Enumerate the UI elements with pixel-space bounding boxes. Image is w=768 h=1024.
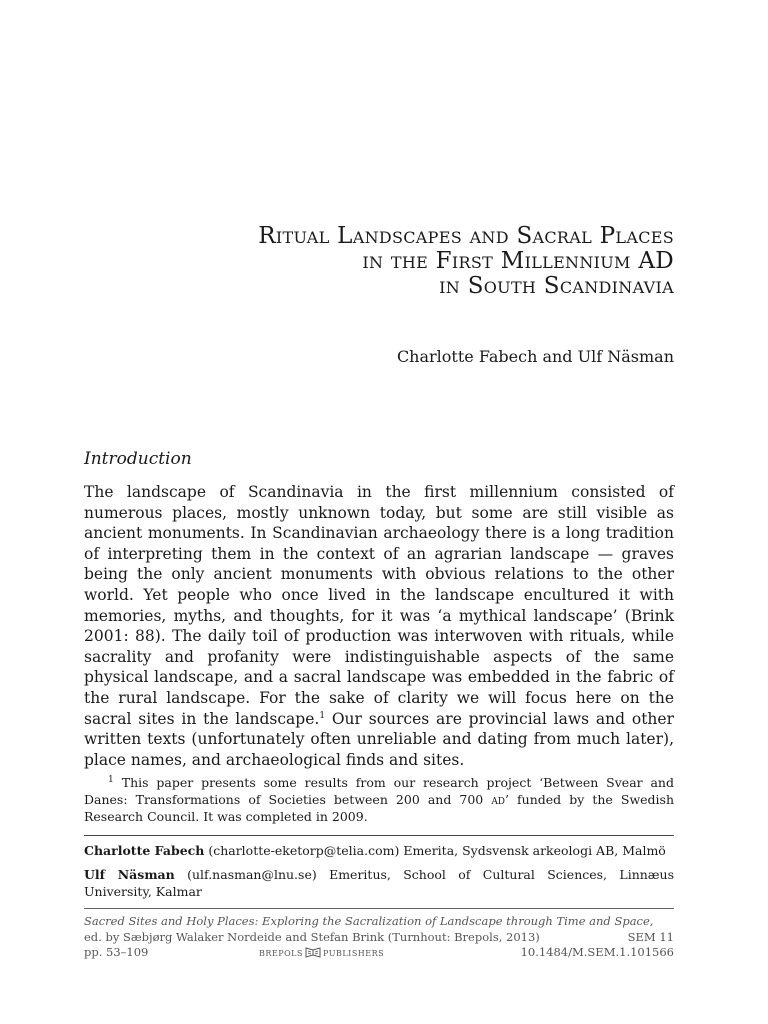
publisher-imprint <box>259 945 384 961</box>
body-tail-text: Our sources are provincial laws and other written texts (unfortunately often unreliable and dating from much later), place names, and archaeological finds and sites. <box>84 709 674 769</box>
section-heading-introduction: Introduction <box>84 449 192 469</box>
affiliation-2 <box>84 866 674 900</box>
citation-editors: ed. by Sæbjørg Walaker Nordeide and Stefan Brink (Turnhout: Brepols, 2013) <box>84 929 540 944</box>
citation-series: SEM 11 <box>627 929 674 944</box>
body-main-text: The landscape of Scandinavia in the first millennium consisted of numerous places, mostly unknown today, but some are still visible as ancient monuments. In Scandinavian archaeology there is a long tradition of interpreting them in the context of an agrarian landscape — graves being the only ancient monuments with obvious relations to the other world. Yet people who once lived in the landscape encultured it with memories, myths, and thoughts, for it was ‘a mythical landscape’ (Brink 2001: 88). The daily toil of production was interwoven with rituals, while sacrality and profanity were indistinguishable aspects of the same physical landscape, and a sacral landscape was embedded in the fabric of the rural landscape. For the sake of clarity we will focus here on the sacral sites in the landscape. <box>84 483 674 728</box>
footnote-era-abbrev: ad <box>491 792 506 807</box>
footnote-text-before: This paper presents some results from our research project ‘Between Svear and Danes: Transformations of Societies between 200 and 700 <box>84 775 674 807</box>
citation-divider <box>84 908 674 909</box>
body-paragraph <box>84 482 674 770</box>
paper-authors: Charlotte Fabech and Ulf Näsman <box>396 347 674 366</box>
affiliation-1 <box>84 842 674 859</box>
citation-block <box>84 914 674 961</box>
citation-volume-title: Sacred Sites and Holy Places: Exploring the Sacralization of Landscape through Time and Space, <box>84 914 654 928</box>
paper-page <box>84 0 674 1024</box>
footnote: 1 This paper presents some results from our research project ‘Between Svear and Danes: Transformations of Societies between 200 and 700 ad’ funded by the Swedish Research Council. It was completed in 2009. <box>84 774 675 824</box>
footnote-text-after: ’ funded by the Swedish Research Council. It was completed in 2009. <box>84 792 675 824</box>
paper-title <box>84 224 674 299</box>
affiliation-1-details: (charlotte-eketorp@telia.com) Emerita, Sydsvensk arkeologi AB, Malmö <box>204 843 666 858</box>
title-line-1: Ritual Landscapes and Sacral Places <box>258 223 674 249</box>
affiliation-2-name: Ulf Näsman <box>84 867 175 882</box>
footnote-reference[interactable]: 1 <box>319 710 326 721</box>
brepols-logo-icon <box>305 946 321 958</box>
affiliation-1-name: Charlotte Fabech <box>84 843 205 858</box>
publisher-name-right: publishers <box>322 945 385 959</box>
affiliation-divider <box>84 835 674 836</box>
publisher-name-left: brepols <box>259 945 303 959</box>
citation-doi[interactable]: 10.1484/M.SEM.1.101566 <box>520 945 674 959</box>
affiliation-2-details: (ulf.nasman@lnu.se) Emeritus, School of Cultural Sciences, Linnæus University, Kalmar <box>84 867 675 899</box>
title-line-3: in South Scandinavia <box>439 273 674 299</box>
citation-pages: pp. 53–109 <box>84 945 149 959</box>
title-line-2: in the First Millennium AD <box>362 248 674 274</box>
